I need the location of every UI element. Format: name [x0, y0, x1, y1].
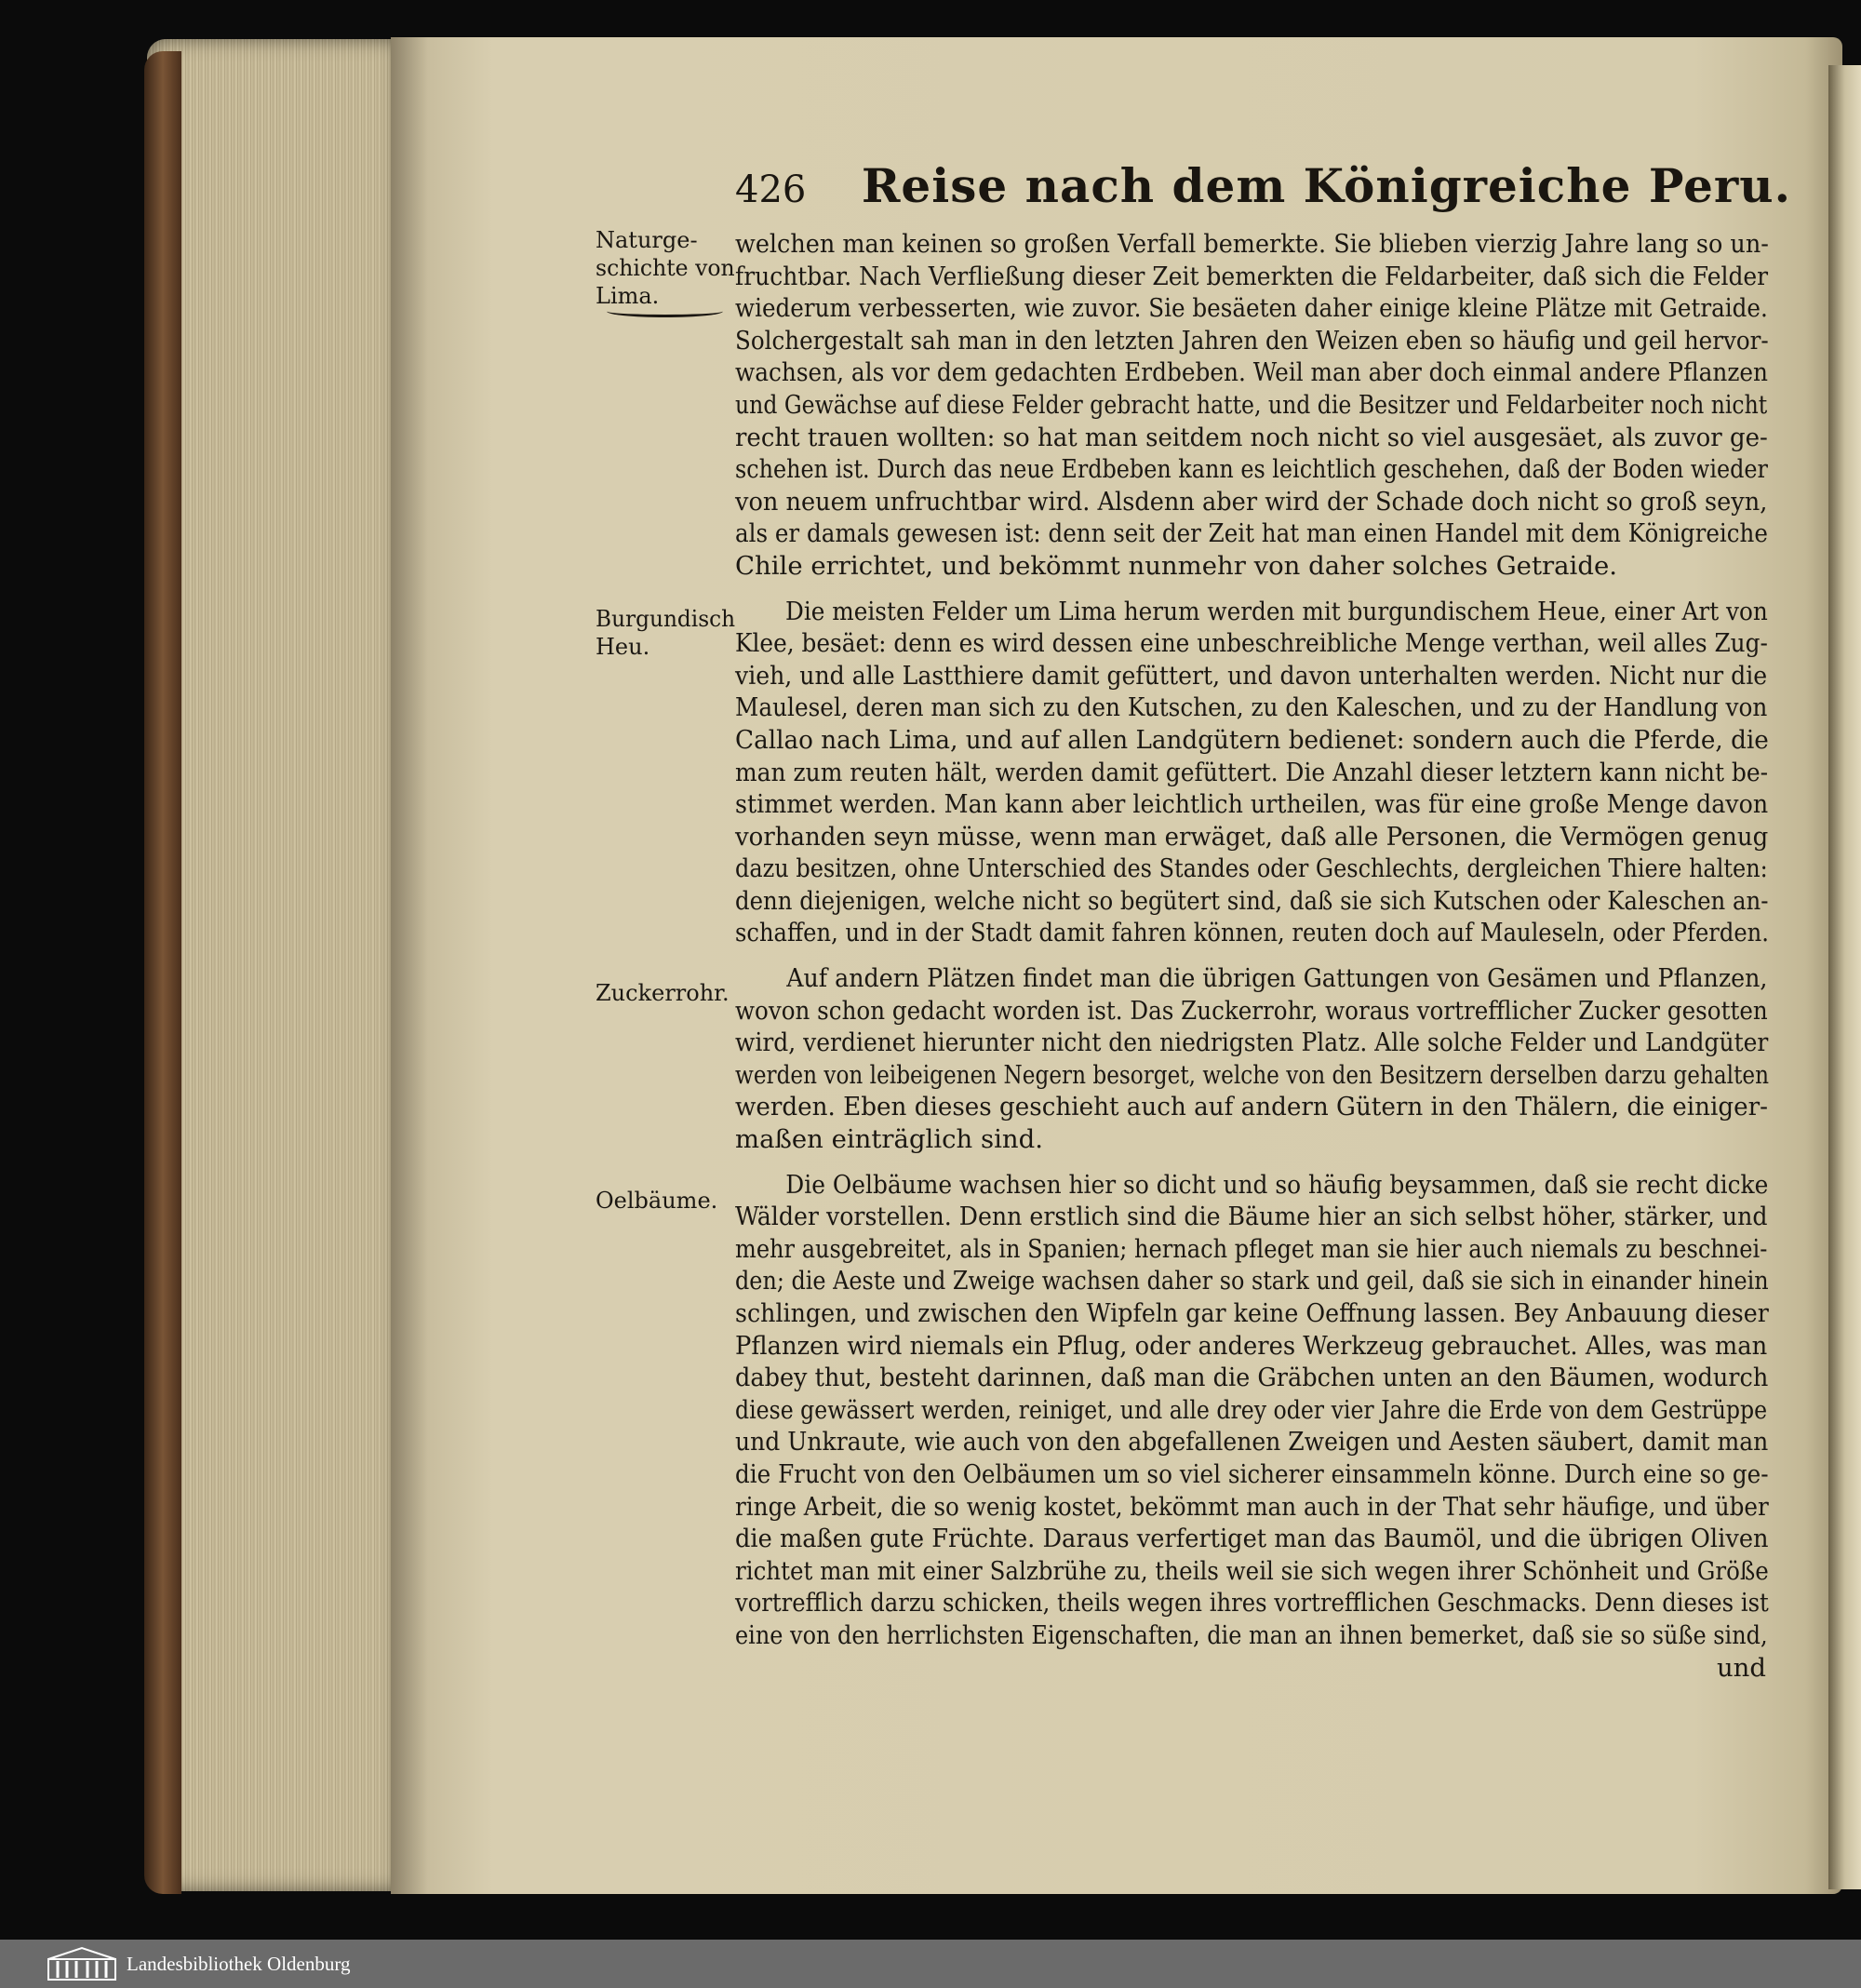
text-line: Chile errichtet, und bekömmt nunmehr von daher solches Getraide. — [735, 550, 1617, 581]
text-line: richtet man mit einer Salzbrühe zu, theils weil sie sich wegen ihrer Schönheit und Größe — [735, 1555, 1769, 1586]
library-name: Landesbibliothek Oldenburg — [127, 1952, 351, 1975]
text-line: werden von leibeigenen Negern besorget, welche von den Besitzern derselben darzu gehalten — [735, 1059, 1769, 1090]
paragraph-gap — [735, 1156, 1768, 1169]
text-line: schehen ist. Durch das neue Erdbeben kann es leichtlich geschehen, daß der Boden wieder — [735, 454, 1768, 485]
text-line: vorhanden seyn müsse, wenn man erwäget, daß alle Personen, die Vermögen genug — [735, 821, 1769, 852]
text-line: fruchtbar. Nach Verfließung dieser Zeit bemerkten die Feldarbeiter, daß sich die Felder — [735, 261, 1769, 291]
paragraph-2 — [735, 596, 1768, 950]
marginal-note-burgundisch-heu — [596, 605, 735, 661]
text-line: Auf andern Plätzen findet man die übrigen Gattungen von Gesämen und Pflanzen, — [786, 963, 1768, 994]
text-line: Wälder vorstellen. Denn erstlich sind die Bäume hier an sich selbst höher, stärker, und — [735, 1202, 1768, 1232]
marginal-note-naturgeschichte — [596, 226, 735, 310]
marginal-line: Oelbäume. — [596, 1188, 718, 1214]
marginal-note-zuckerrohr — [596, 979, 735, 1007]
text-line: Callao nach Lima, und auf allen Landgütern bedienet: sondern auch die Pferde, die — [735, 724, 1769, 755]
text-line: mehr ausgebreitet, als in Spanien; hernach pfleget man sie hier auch niemals zu beschnei- — [735, 1233, 1768, 1264]
text-line: Klee, besäet: denn es wird dessen eine unbeschreibliche Menge verthan, weil alles Zug- — [735, 628, 1768, 659]
main-text — [735, 228, 1768, 1684]
text-line: maßen einträglich sind. — [735, 1124, 1043, 1155]
text-line: stimmet werden. Man kann aber leichtlich urtheilen, was für eine große Menge davon — [735, 789, 1769, 820]
text-line: man zum reuten hält, werden damit gefüttert. Die Anzahl dieser letztern kann nicht be- — [735, 757, 1769, 787]
marginal-line: Burgundisch — [596, 606, 736, 632]
text-line: wird, verdienet hierunter nicht den niedrigsten Platz. Alle solche Felder und Landgüter — [735, 1028, 1769, 1058]
catchword: und — [1716, 1652, 1766, 1683]
text-line: dazu besitzen, ohne Unterschied des Standes oder Geschlechts, dergleichen Thiere halten: — [735, 853, 1768, 884]
text-line: vortrefflich darzu schicken, theils wegen ihres vortrefflichen Geschmacks. Denn dieses ist — [735, 1588, 1769, 1619]
text-line: Die meisten Felder um Lima herum werden mit burgundischem Heue, einer Art von — [785, 596, 1768, 626]
paragraph-gap — [735, 583, 1768, 596]
text-line: die maßen gute Früchte. Daraus verfertiget man das Baumöl, und die übrigen Oliven — [735, 1524, 1769, 1554]
text-line: vieh, und alle Lastthiere damit gefüttert, und davon unterhalten werden. Nicht nur die — [735, 660, 1768, 691]
text-line: eine von den herrlichsten Eigenschaften, die man an ihnen bemerket, daß sie so süße sind, — [735, 1619, 1768, 1650]
text-line: und Unkraute, wie auch von den abgefallenen Zweigen und Aesten säubert, damit man — [735, 1427, 1769, 1457]
page-header — [735, 158, 1791, 223]
text-line: die Frucht von den Oelbäumen um so viel sicherer einsammeln könne. Durch eine so ge- — [735, 1458, 1769, 1489]
paragraph-4 — [735, 1169, 1768, 1652]
text-line: ringe Arbeit, die so wenig kostet, bekömmt man auch in der That sehr häufige, und über — [735, 1491, 1769, 1522]
page-gutter — [1828, 65, 1861, 1889]
text-line: Pflanzen wird niemals ein Pflug, oder anderes Werkzeug gebrauchet. Alles, was man — [735, 1330, 1768, 1361]
text-line: wovon schon gedacht worden ist. Das Zuckerrohr, woraus vortrefflicher Zucker gesotten — [735, 995, 1768, 1026]
marginal-line: Heu. — [596, 634, 650, 660]
text-line: als er damals gewesen ist: denn seit der Zeit hat man einen Handel mit dem Königreiche — [735, 518, 1768, 549]
text-line: werden. Eben dieses geschieht auch auf andern Gütern in den Thälern, die einiger- — [735, 1092, 1768, 1122]
text-line: schlingen, und zwischen den Wipfeln gar keine Oeffnung lassen. Bey Anbauung dieser — [735, 1298, 1769, 1328]
paragraph-1 — [735, 228, 1768, 583]
marginal-line: schichte von — [596, 255, 735, 281]
page-number: 426 — [735, 168, 807, 211]
paragraph-gap — [735, 949, 1768, 962]
text-line: Maulesel, deren man sich zu den Kutschen, zu den Kaleschen, und zu der Handlung von — [735, 692, 1768, 723]
marginal-line: Naturge- — [596, 227, 698, 253]
text-line: welchen man keinen so großen Verfall bemerkte. Sie blieben vierzig Jahre lang so un- — [735, 229, 1769, 259]
footer-bar — [0, 1940, 1861, 1988]
text-line: denn diejenigen, welche nicht so begütert sind, daß sie sich Kutschen oder Kaleschen an- — [735, 885, 1769, 916]
page-edges — [147, 39, 398, 1891]
text-line: und Gewächse auf diese Felder gebracht hatte, und die Besitzer und Feldarbeiter noch nicht — [735, 389, 1768, 420]
marginal-note-oelbaeume — [596, 1187, 735, 1215]
text-line: wachsen, als vor dem gedachten Erdbeben. Weil man aber doch einmal andere Pflanzen — [735, 357, 1769, 388]
text-line: schaffen, und in der Stadt damit fahren können, reuten doch auf Mauleseln, oder Pferden. — [735, 918, 1769, 948]
text-line: wiederum verbesserten, wie zuvor. Sie besäeten daher einige kleine Plätze mit Getraide. — [735, 293, 1768, 324]
paragraph-3 — [735, 962, 1768, 1156]
text-line: diese gewässert werden, reiniget, und alle drey oder vier Jahre die Erde von dem Gestrüppe — [735, 1394, 1768, 1425]
text-line: dabey thut, besteht darinnen, daß man die Gräbchen unten an den Bäumen, wodurch — [735, 1363, 1769, 1393]
marginal-line: Zuckerrohr. — [596, 980, 730, 1006]
text-line: von neuem unfruchtbar wird. Alsdenn aber wird der Schade doch nicht so groß seyn, — [735, 486, 1768, 517]
text-line: Solchergestalt sah man in den letzten Jahren den Weizen eben so häufig und geil hervor- — [735, 325, 1769, 356]
text-line: den; die Aeste und Zweige wachsen daher so stark und geil, daß sie sich in einander hinein — [735, 1266, 1769, 1296]
book-cover — [144, 51, 181, 1894]
text-line: recht trauen wollten: so hat man seitdem noch nicht so viel ausgesäet, als zuvor ge- — [735, 422, 1768, 452]
library-building-icon — [47, 1946, 117, 1981]
margin-bracket — [607, 305, 723, 317]
running-title: Reise nach dem Königreiche Peru. — [861, 158, 1791, 213]
text-line: Die Oelbäume wachsen hier so dicht und so häufig beysammen, daß sie recht dicke — [785, 1169, 1769, 1200]
marginal-line: Lima. — [596, 283, 660, 309]
